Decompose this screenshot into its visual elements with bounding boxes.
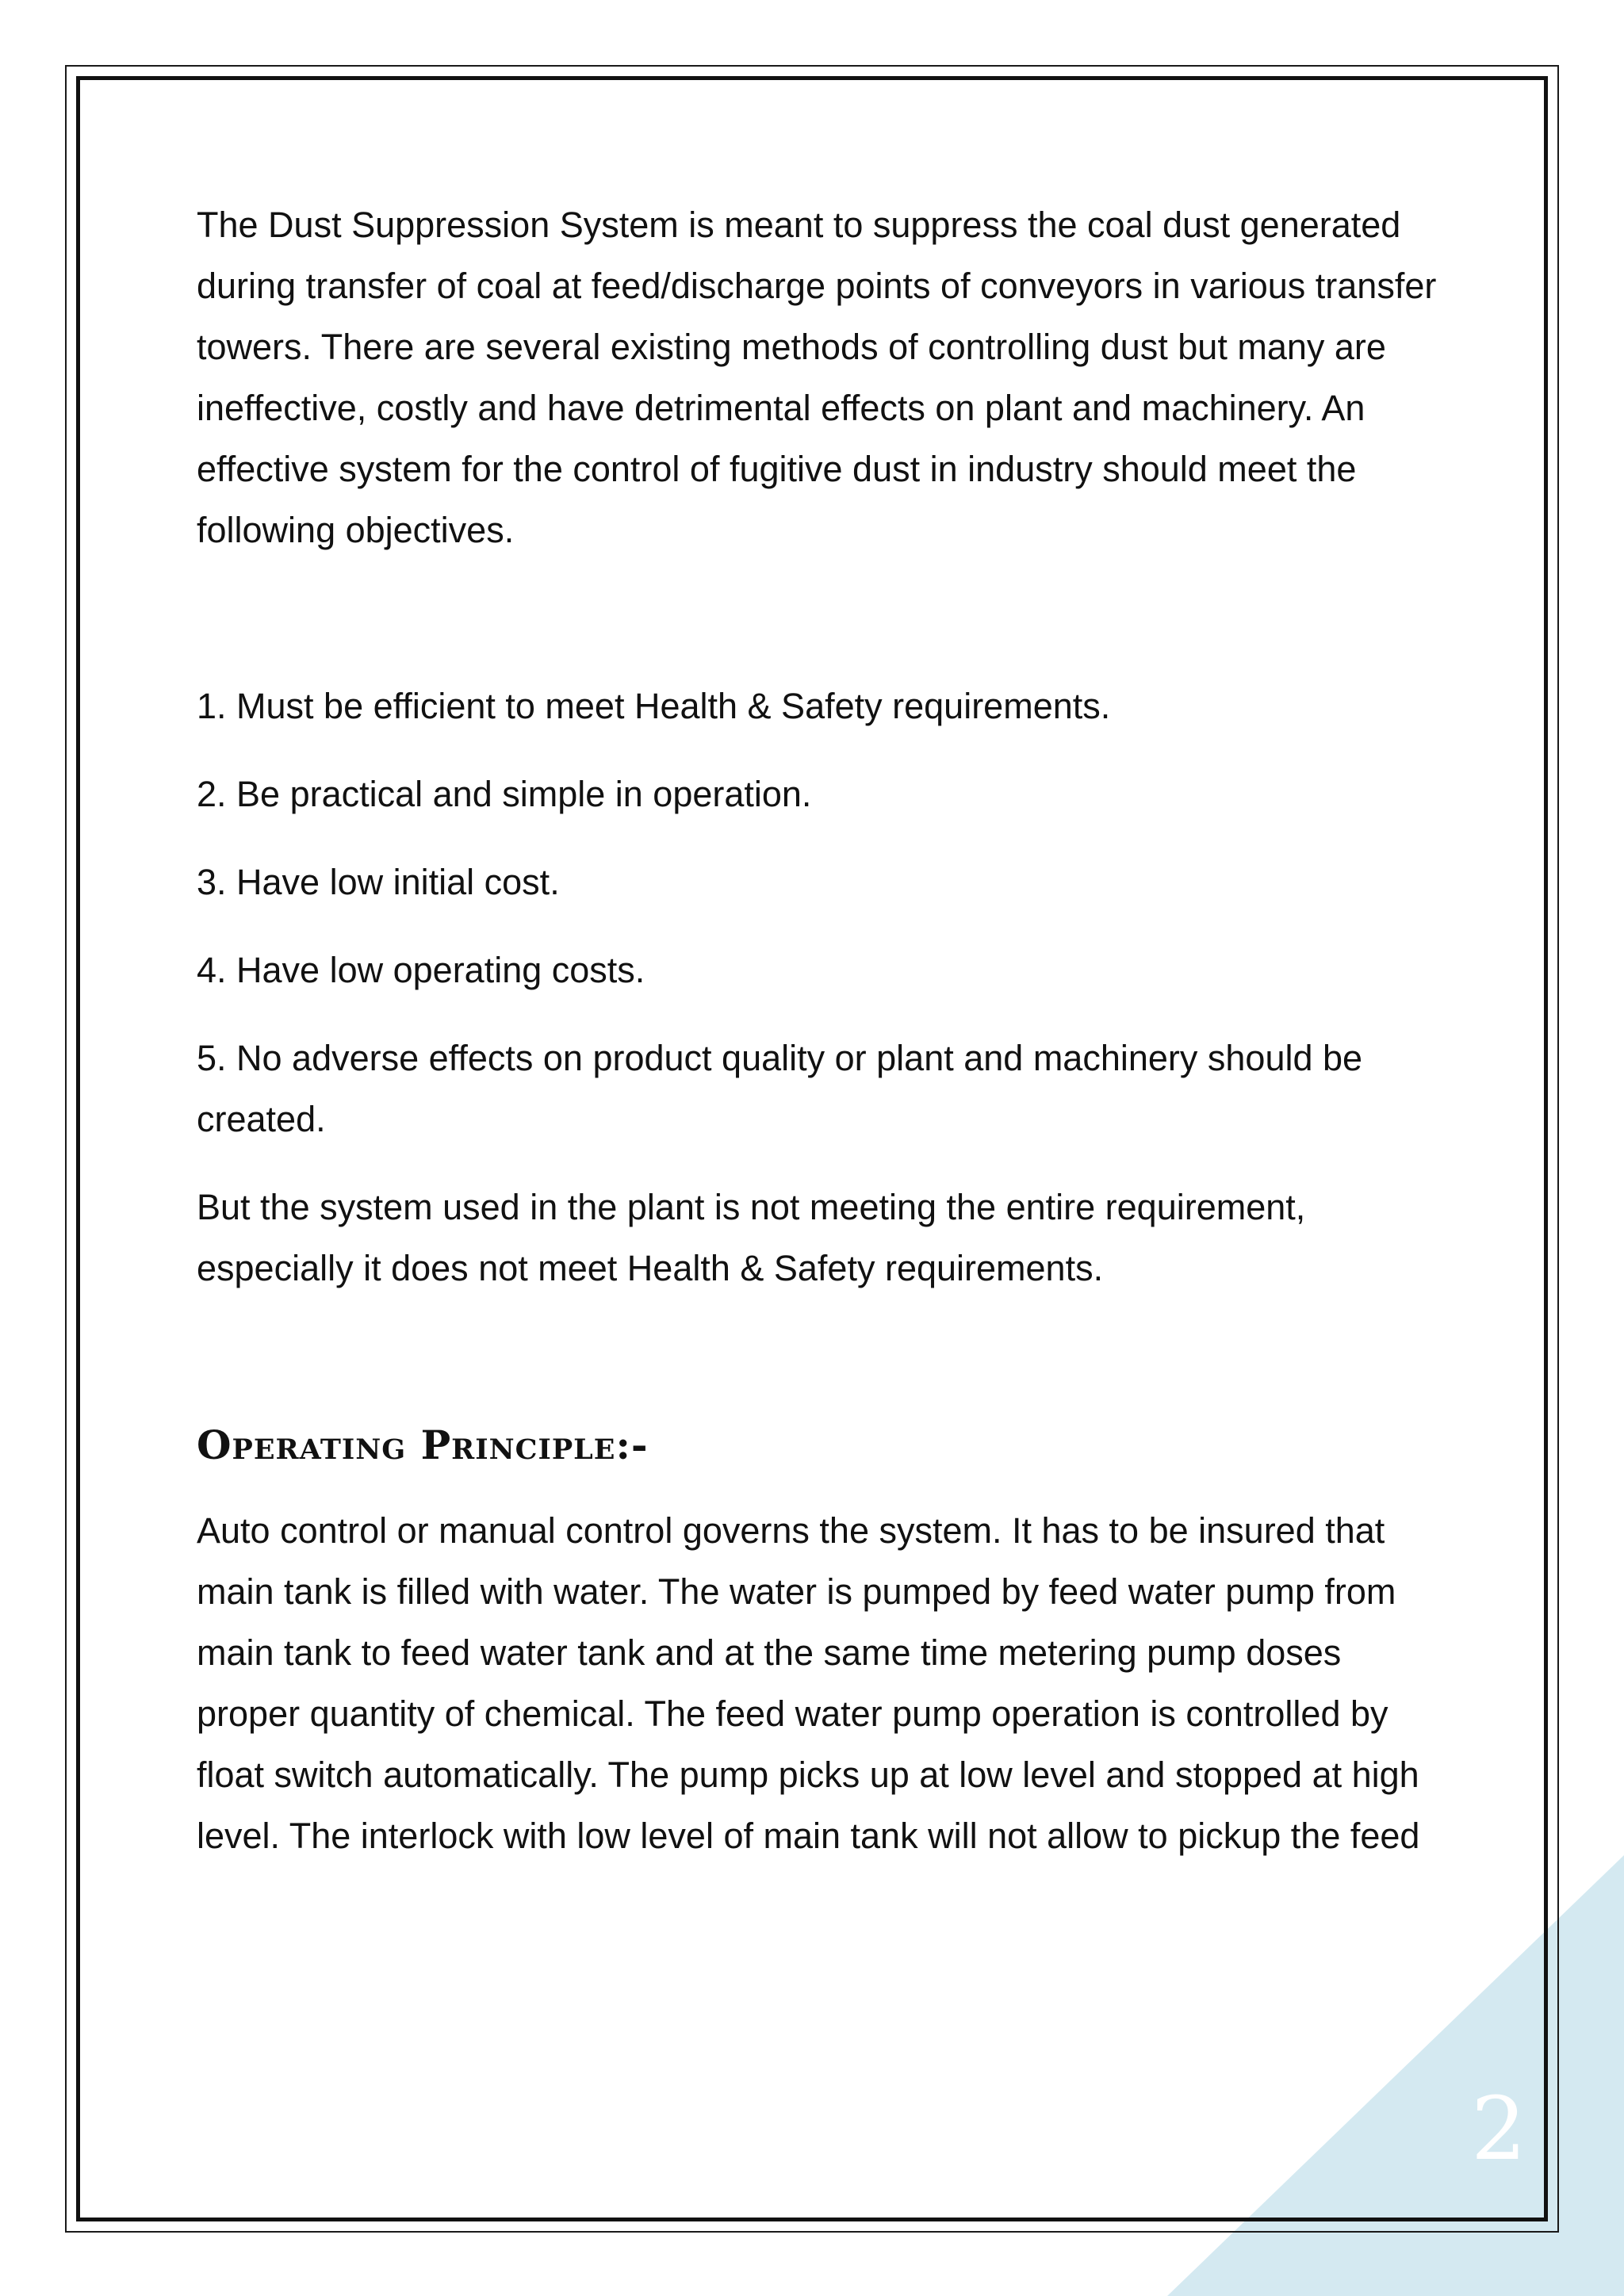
objective-item: 2. Be practical and simple in operation.: [197, 774, 812, 814]
section-paragraph: Auto control or manual control governs the system. It has to be insured that main tank is filled with water. The water is pumped by feed water pump from main tank to feed water tank and at the same time metering pump doses proper quantity of chemical. The feed water pump operation is controlled by float switch automatically. The pump picks up at low level and stopped at high level. The interlock with low level of main tank will not allow to pickup the feed: [197, 1510, 1420, 1856]
intro-paragraph: The Dust Suppression System is meant to suppress the coal dust generated during transfer of coal at feed/discharge points of conveyors in various transfer towers. There are several existing methods of controlling dust but many are ineffective, costly and have detrimental effects on plant and machinery. An effective system for the control of fugitive dust in industry should meet the following objectives.: [197, 205, 1437, 550]
objective-item: 5. No adverse effects on product quality or plant and machinery should be created.: [197, 1038, 1363, 1139]
objective-item: 1. Must be efficient to meet Health & Safety requirements.: [197, 686, 1111, 726]
page-number: 2: [1471, 2078, 1526, 2179]
objective-item: 3. Have low initial cost.: [197, 862, 560, 902]
section-heading: Operating Principle:-: [197, 1422, 649, 1468]
objectives-list: [197, 675, 1450, 1150]
page-content: [197, 194, 1450, 1866]
objective-item: 4. Have low operating costs.: [197, 950, 645, 990]
closing-paragraph: But the system used in the plant is not meeting the entire requirement, especially it does not meet Health & Safety requirements.: [197, 1187, 1306, 1288]
